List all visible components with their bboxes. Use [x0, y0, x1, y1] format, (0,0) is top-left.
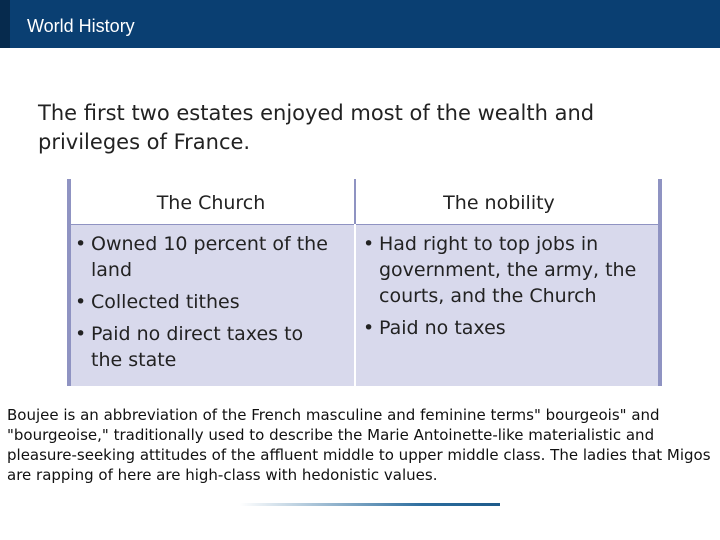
bullet-icon: •: [75, 291, 87, 313]
list-item: [75, 321, 340, 373]
column-header-nobility: The nobility: [443, 192, 555, 214]
column-divider-header: [354, 179, 356, 224]
title-bar: [0, 0, 720, 48]
column-header-church: The Church: [156, 192, 266, 214]
list-item-text: Had right to top jobs in government, the army, the courts, and the Church: [379, 233, 637, 307]
bullet-icon: •: [75, 233, 87, 255]
list-item: [363, 315, 653, 341]
list-item-text: Paid no taxes: [379, 317, 506, 339]
list-item: [75, 289, 340, 315]
bullet-icon: •: [363, 233, 375, 255]
list-item: [75, 231, 340, 283]
comparison-table: [67, 179, 662, 386]
slide-heading: The first two estates enjoyed most of the wealth and privileges of France.: [38, 101, 595, 154]
title-bar-accent: [0, 0, 10, 48]
course-title: World History: [27, 16, 135, 36]
list-item: [363, 231, 653, 309]
list-item-text: Collected tithes: [91, 291, 240, 313]
nobility-list: [363, 231, 653, 347]
decorative-underline: [240, 503, 500, 506]
list-item-text: Owned 10 percent of the land: [91, 233, 328, 281]
bullet-icon: •: [75, 323, 87, 345]
list-item-text: Paid no direct taxes to the state: [91, 323, 304, 371]
church-list: [75, 231, 340, 379]
bullet-icon: •: [363, 317, 375, 339]
footnote-text: Boujee is an abbreviation of the French masculine and feminine terms" bourgeois" and "bourgeoise," traditionally used to describe the Marie Antoinette-like materialistic and pleasure-seeking attitudes of the affluent middle to upper middle class. The ladies that Migos are rapping of here are high-class with hedonistic values.: [7, 406, 711, 484]
